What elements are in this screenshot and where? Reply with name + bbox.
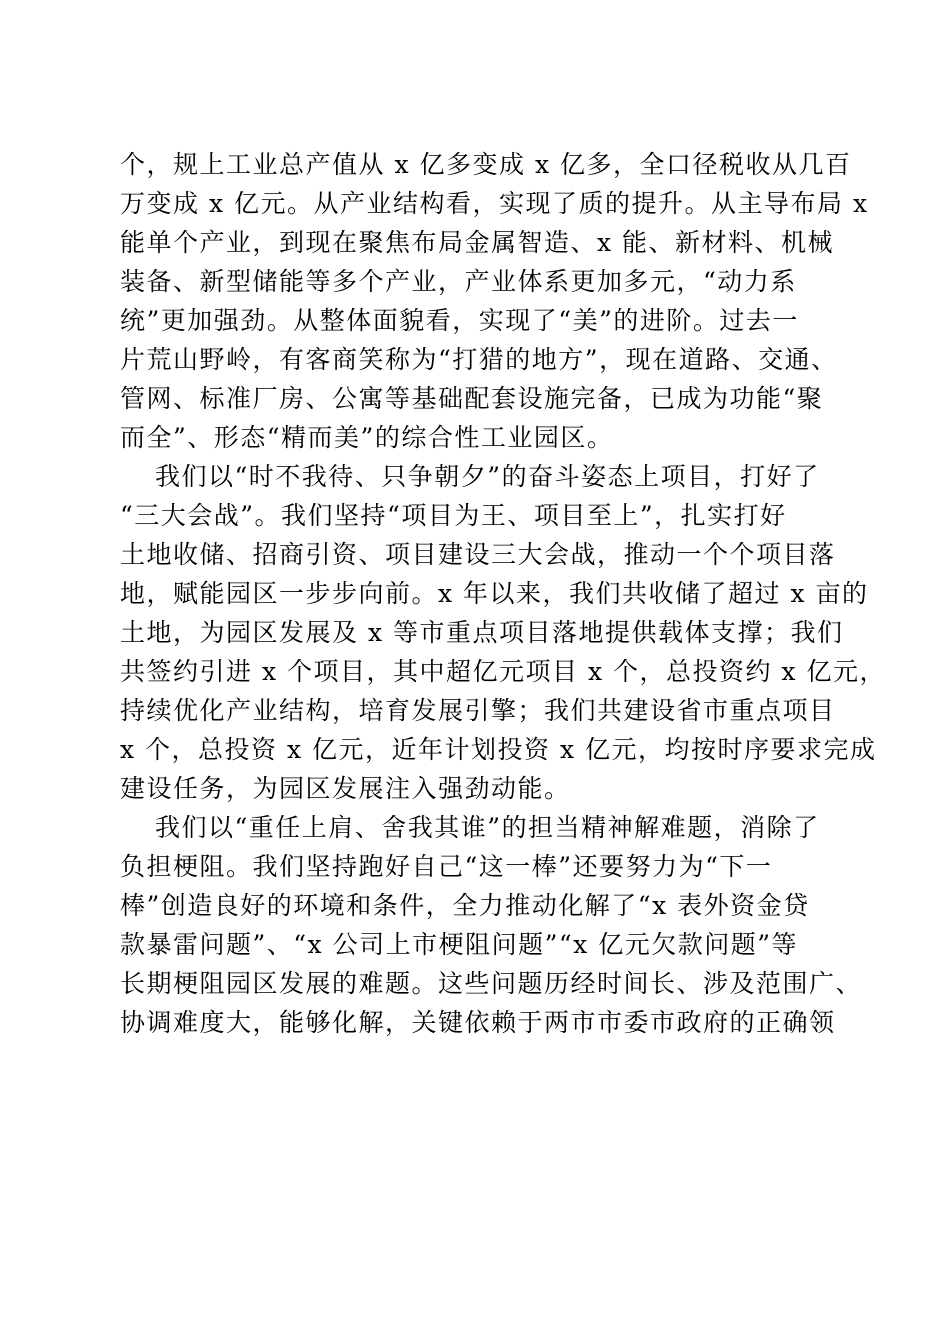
text-line: 管网、标准厂房、公寓等基础配套设施完备，已成为功能“聚 xyxy=(120,384,824,413)
paragraph-2 xyxy=(120,457,886,808)
text-line: 共签约引进 x 个项目，其中超亿元项目 x 个，总投资约 x 亿元， xyxy=(120,657,886,686)
text-line: 土地，为园区发展及 x 等市重点项目落地提供载体支撑；我们 xyxy=(120,618,844,647)
text-line: 地，赋能园区一步步向前。x 年以来，我们共收储了超过 x 亩的 xyxy=(120,579,869,608)
text-line: “三大会战”。我们坚持“项目为王、项目至上”，扎实打好 xyxy=(120,501,787,530)
text-line: 我们以“重任上肩、舍我其谁”的担当精神解难题，消除了 xyxy=(155,813,820,842)
text-line: 能单个产业，到现在聚焦布局金属智造、x 能、新材料、机械 xyxy=(120,228,835,257)
text-line: 建设任务，为园区发展注入强劲动能。 xyxy=(120,774,571,803)
text-line: 而全”、形态“精而美”的综合性工业园区。 xyxy=(120,423,614,452)
text-line: 个，规上工业总产值从 x 亿多变成 x 亿多，全口径税收从几百 xyxy=(120,150,852,179)
text-line: x 个，总投资 x 亿元，近年计划投资 x 亿元，均按时序要求完成 xyxy=(120,735,877,764)
body-text xyxy=(120,145,886,1042)
text-line: 土地收储、招商引资、项目建设三大会战，推动一个个项目落 xyxy=(120,540,836,569)
text-line: 长期梗阻园区发展的难题。这些问题历经时间长、涉及范围广、 xyxy=(120,969,863,998)
text-line: 片荒山野岭，有客商笑称为“打猎的地方”，现在道路、交通、 xyxy=(120,345,838,374)
text-line: 负担梗阻。我们坚持跑好自己“这一棒”还要努力为“下一 xyxy=(120,852,773,881)
text-line: 装备、新型储能等多个产业，产业体系更加多元，“动力系 xyxy=(120,267,797,296)
text-line: 万变成 x 亿元。从产业结构看，实现了质的提升。从主导布局 x xyxy=(120,189,869,218)
paragraph-1 xyxy=(120,145,869,457)
text-line: 我们以“时不我待、只争朝夕”的奋斗姿态上项目，打好了 xyxy=(155,462,820,491)
paragraph-3 xyxy=(120,808,863,1042)
text-line: 棒”创造良好的环境和条件，全力推动化解了“x 表外资金贷 xyxy=(120,891,810,920)
text-line: 持续优化产业结构，培育发展引擎；我们共建设省市重点项目 xyxy=(120,696,836,725)
text-line: 协调难度大，能够化解，关键依赖于两市市委市政府的正确领 xyxy=(120,1008,836,1037)
text-line: 统”更加强劲。从整体面貌看，实现了“美”的进阶。过去一 xyxy=(120,306,799,335)
text-line: 款暴雷问题”、“x 公司上市梗阻问题”“x 亿元欠款问题”等 xyxy=(120,930,798,959)
